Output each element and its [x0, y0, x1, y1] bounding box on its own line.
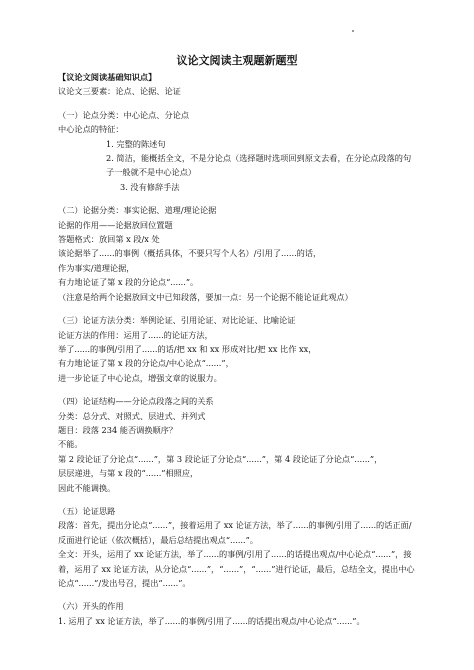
s2-template: 答题格式：放回第 x 段/x 处 [58, 234, 160, 245]
s3-line-3: 进一步论证了中心论点，增强文章的说服力。 [58, 372, 222, 383]
page-title: 议论文阅读主观题新题型 [176, 54, 298, 67]
s2-line-2: 作为事实/道理论据， [58, 262, 135, 273]
s4-line-2: 层层递进，与第 x 段的“......”相照应， [58, 468, 199, 479]
s4-line-3: 因此不能调换。 [58, 482, 116, 493]
s3-heading: （三）论证方法分类：举例论证、引用论证、对比论证、比喻论证 [58, 315, 296, 326]
section-header: 【议论文阅读基础知识点】 [58, 72, 157, 82]
s1-heading: （一）论点分类：中心论点、分论点 [58, 109, 190, 120]
elements-line: 议论文三要素：论点、论据、论证 [58, 86, 181, 97]
s2-line-1: 该论据举了......的事例（概括具体，不要只写个人名）/引用了......的话， [58, 248, 322, 259]
s4-line-1: 第 2 段论证了分论点“......”，第 3 段论证了分论点“......”，第 4 段论证了分论点“......”， [58, 453, 383, 464]
s2-role: 论据的作用——论据放回位置题 [58, 219, 173, 230]
s3-role: 论证方法的作用：运用了......的论证方法， [58, 329, 213, 340]
s5-heading: （五）论证思路 [58, 505, 116, 516]
s1-feature-2: 2. 简洁，能概括全文，不是分论点（选择题时选项回到原文去看，在分论点段落的句子一般就不是中心论点） [106, 153, 412, 178]
s4-types: 分类：总分式、对照式、层进式、并列式 [58, 410, 206, 421]
s6-heading: （六）开头的作用 [58, 601, 124, 612]
s4-answer: 不能。 [58, 439, 83, 450]
speck [352, 30, 354, 32]
s4-heading: （四）论证结构——分论点段落之间的关系 [58, 396, 214, 407]
s2-note: （注意是给两个论据放回文中已知段落，要加一点：另一个论据不能论证此观点） [58, 291, 353, 302]
document-body [58, 70, 418, 628]
s1-feature-3: 3. 没有修辞手法 [120, 181, 180, 192]
s3-line-1: 举了......的事例/引用了......的话/把 xx 和 xx 形成对比/把 xx 比作 xx， [58, 343, 317, 354]
s5-line-2: 全文：开头，运用了 xx 论证方法，举了......的事例/引用了......的话提出观点/中心论点“......”，接着，运用了 xx 论证方法，从分论点“......”，“......”，“......”进行论证，最后，总结全文，提出中心论点“......”/发出号召，提出“......”。 [58, 549, 415, 588]
s1-feature-1: 1. 完整的陈述句 [106, 138, 166, 149]
s6-line-1: 1. 运用了 xx 论证方法，举了......的事例/引用了......的话提出观点/中心论点“......”。 [58, 615, 365, 626]
s1-features: 中心论点的特征： [58, 124, 124, 135]
s2-heading: （二）论据分类：事实论据、道理/理论论据 [58, 205, 217, 216]
s4-question: 题目：段落 234 能否调换顺序？ [58, 424, 178, 435]
s5-line-1: 段落：首先，提出分论点“......”，接着运用了 xx 论证方法，举了......的事例/引用了......的话正面/反面进行论证（依次概括），最后总结提出观点“......”。 [58, 520, 412, 545]
s3-line-2: 有力地论证了第 x 段的分论点/中心论点“......”， [58, 358, 234, 369]
s2-line-3: 有力地论证了第 x 段的分论点“......”。 [58, 277, 199, 288]
